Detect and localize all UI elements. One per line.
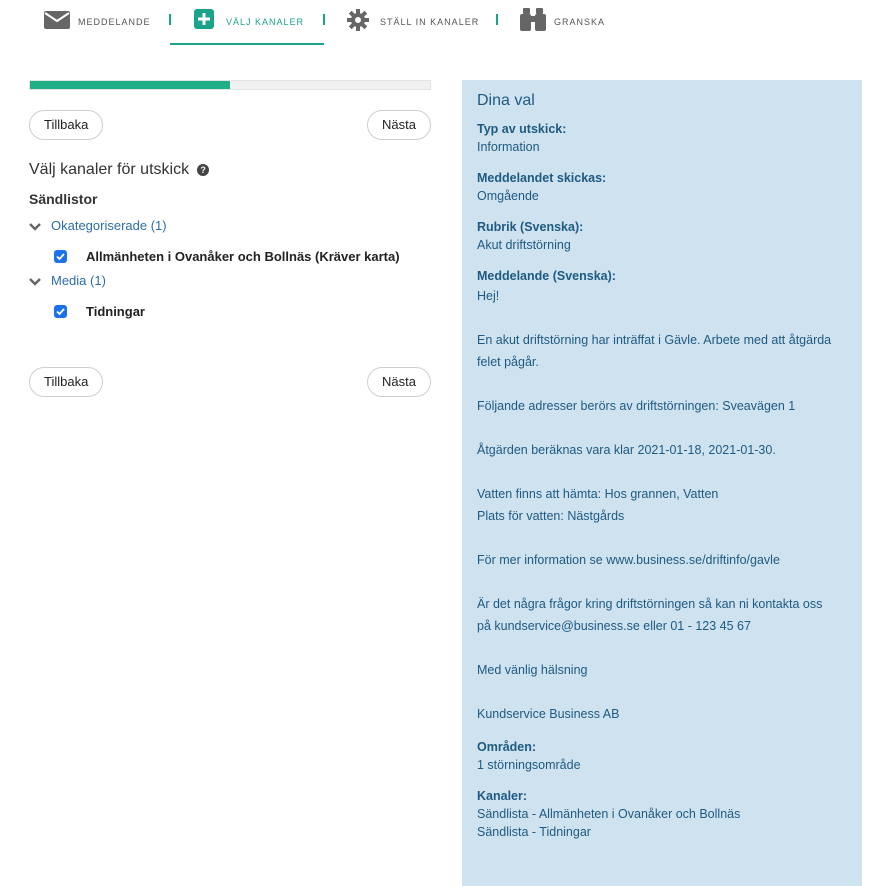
summary-subject: [477, 218, 847, 254]
summary-areas-value: 1 störningsområde: [477, 758, 581, 772]
message-line: på kundservice@business.se eller 01 - 123 45 67: [477, 619, 751, 633]
group-media[interactable]: [29, 273, 106, 288]
message-line: felet pågår.: [477, 355, 539, 369]
gear-icon: [347, 9, 369, 36]
back-button-bottom[interactable]: Tillbaka: [29, 367, 103, 397]
summary-areas: [477, 738, 847, 774]
message-line: En akut driftstörning har inträffat i Gävle. Arbete med att åtgärda: [477, 333, 832, 347]
message-line: [477, 461, 847, 483]
sendlists-heading: Sändlistor: [29, 191, 98, 207]
step-label: VÄLJ KANALER: [226, 16, 305, 27]
message-line: [477, 527, 847, 549]
message-line: [477, 417, 847, 439]
progress-bar: [29, 80, 431, 90]
summary-send-label: Meddelandet skickas:: [477, 171, 607, 185]
summary-panel: [462, 80, 862, 886]
summary-subject-label: Rubrik (Svenska):: [477, 220, 584, 234]
message-line: [477, 571, 847, 593]
help-icon[interactable]: ?: [197, 164, 209, 176]
summary-message-body: [477, 285, 847, 725]
summary-message: [477, 267, 847, 725]
chevron-down-icon: [29, 275, 41, 287]
group-label[interactable]: Media (1): [51, 273, 106, 288]
message-line: Följande adresser berörs av driftstörningen: Sveavägen 1: [477, 399, 796, 413]
summary-type: [477, 120, 847, 156]
summary-send-value: Omgående: [477, 189, 539, 203]
message-line: Åtgärden beräknas vara klar 2021-01-18, 2021-01-30.: [477, 443, 776, 457]
summary-message-label: Meddelande (Svenska):: [477, 269, 616, 283]
plus-square-icon: [194, 9, 214, 34]
progress-fill: [30, 81, 230, 89]
summary-send: [477, 169, 847, 205]
summary-channels: [477, 787, 847, 841]
section-title: [29, 161, 209, 179]
message-line: [477, 373, 847, 395]
message-line: Kundservice Business AB: [477, 707, 620, 721]
step-granska[interactable]: [520, 0, 605, 44]
envelope-icon: [44, 10, 70, 35]
chevron-down-icon: [29, 220, 41, 232]
item-label: Tidningar: [86, 304, 145, 319]
summary-channels-label: Kanaler:: [477, 789, 528, 803]
summary-channel-value: Sändlista - Tidningar: [477, 825, 591, 839]
message-line: Är det några frågor kring driftstörningen så kan ni kontakta oss: [477, 597, 823, 611]
list-item-tidningar[interactable]: [54, 304, 145, 319]
wizard-nav: [0, 0, 870, 46]
binoculars-icon: [520, 8, 546, 37]
group-label[interactable]: Okategoriserade (1): [51, 218, 167, 233]
step-meddelande[interactable]: [44, 0, 151, 44]
message-line: Med vänlig hälsning: [477, 663, 588, 677]
item-label: Allmänheten i Ovanåker och Bollnäs (Kräver karta): [86, 249, 400, 264]
step-separator: [496, 14, 498, 25]
checkbox-checked[interactable]: [54, 250, 67, 263]
step-label: GRANSKA: [554, 17, 606, 27]
summary-title: Dina val: [477, 92, 535, 109]
step-separator: [323, 14, 325, 25]
step-valj-kanaler[interactable]: [170, 0, 324, 45]
message-line: [477, 307, 847, 329]
summary-areas-label: Områden:: [477, 740, 537, 754]
summary-channel-value: Sändlista - Allmänheten i Ovanåker och Bollnäs: [477, 807, 741, 821]
message-line: [477, 681, 847, 703]
step-stall-in-kanaler[interactable]: [347, 0, 479, 44]
summary-type-value: Information: [477, 140, 540, 154]
message-line: Vatten finns att hämta: Hos grannen, Vatten: [477, 487, 719, 501]
message-line: [477, 637, 847, 659]
back-button-top[interactable]: Tillbaka: [29, 110, 103, 140]
message-line: Hej!: [477, 289, 500, 303]
checkbox-checked[interactable]: [54, 305, 67, 318]
next-button-bottom[interactable]: Nästa: [367, 367, 431, 397]
message-line: För mer information se www.business.se/driftinfo/gavle: [477, 553, 780, 567]
group-okategoriserade[interactable]: [29, 218, 167, 233]
summary-subject-value: Akut driftstörning: [477, 238, 571, 252]
section-title-text: Välj kanaler för utskick: [29, 161, 190, 178]
next-button-top[interactable]: Nästa: [367, 110, 431, 140]
step-label: MEDDELANDE: [78, 17, 151, 27]
summary-type-label: Typ av utskick:: [477, 122, 567, 136]
list-item-allmanheten[interactable]: [54, 249, 400, 264]
step-label: STÄLL IN KANALER: [380, 17, 480, 27]
message-line: Plats för vatten: Nästgårds: [477, 509, 625, 523]
